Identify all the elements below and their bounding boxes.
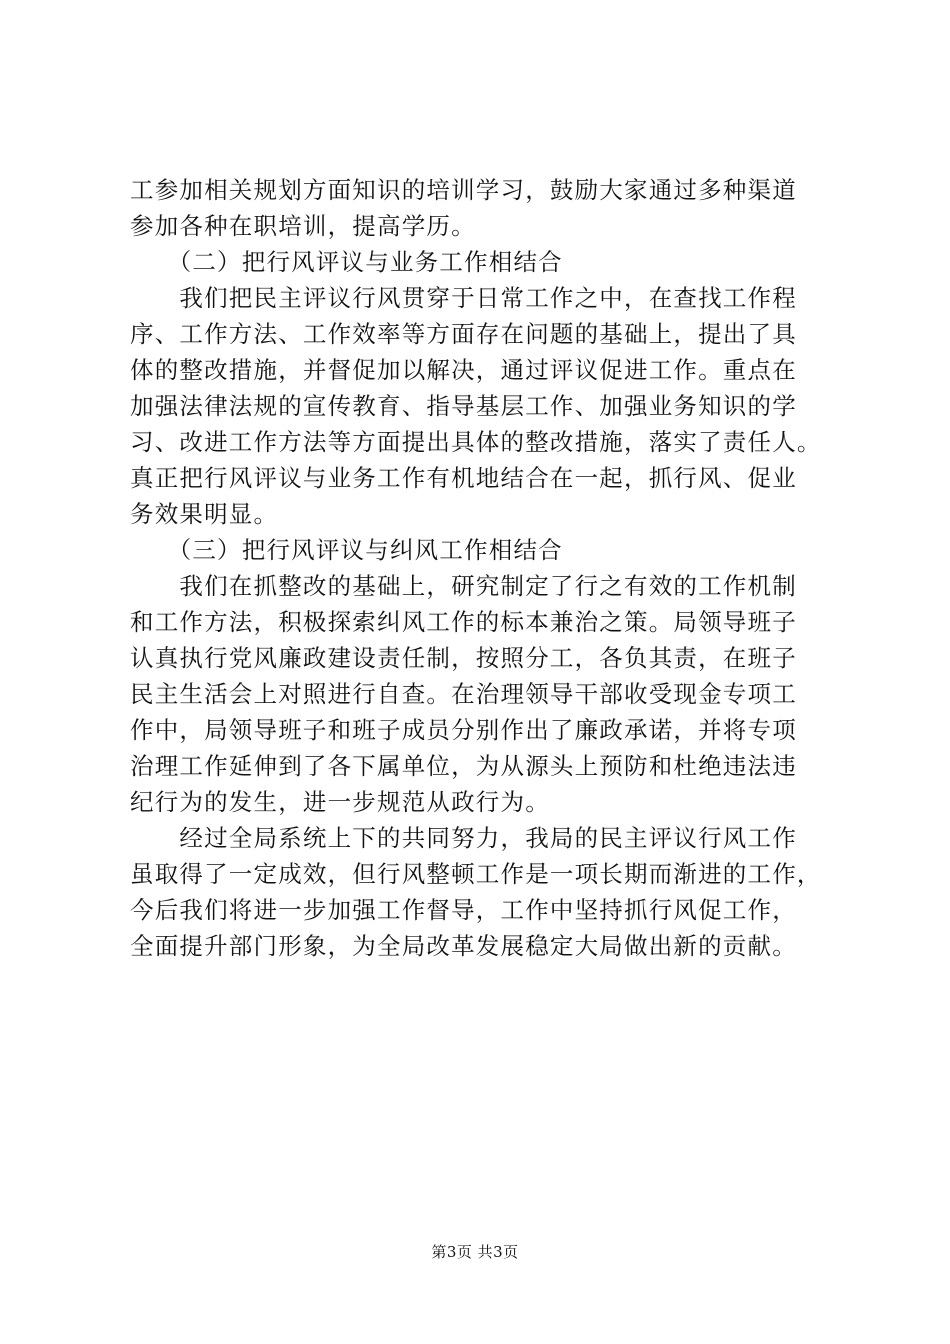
text-line: 真正把行风评议与业务工作有机地结合在一起，抓行风、促业	[130, 464, 797, 492]
text-line: 认真执行党风廉政建设责任制，按照分工，各负其责，在班子	[130, 644, 797, 672]
text-line: 和工作方法，积极探索纠风工作的标本兼治之策。局领导班子	[130, 608, 797, 636]
text-line: 工参加相关规划方面知识的培训学习，鼓励大家通过多种渠道	[130, 176, 797, 204]
text-line: 全面提升部门形象，为全局改革发展稳定大局做出新的贡献。	[130, 932, 797, 960]
text-line: 民主生活会上对照进行自查。在治理领导干部收受现金专项工	[130, 680, 797, 708]
page-number-footer: 第3页 共3页	[431, 1243, 519, 1261]
text-line: 参加各种在职培训，提高学历。	[130, 212, 476, 240]
document-body	[130, 172, 850, 964]
text-line: 我们在抓整改的基础上，研究制定了行之有效的工作机制	[130, 572, 797, 600]
section-heading-3: （三）把行风评议与纠风工作相结合	[130, 536, 563, 564]
text-line: 治理工作延伸到了各下属单位，为从源头上预防和杜绝违法违	[130, 752, 797, 780]
text-line: 经过全局系统上下的共同努力，我局的民主评议行风工作	[130, 824, 797, 852]
text-line: 序、工作方法、工作效率等方面存在问题的基础上，提出了具	[130, 320, 797, 348]
text-line: 我们把民主评议行风贯穿于日常工作之中，在查找工作程	[130, 284, 797, 312]
text-line: 体的整改措施，并督促加以解决，通过评议促进工作。重点在	[130, 356, 797, 384]
text-line: 纪行为的发生，进一步规范从政行为。	[130, 788, 550, 816]
text-line: 习、改进工作方法等方面提出具体的整改措施，落实了责任人。	[130, 428, 822, 456]
text-line: 加强法律法规的宣传教育、指导基层工作、加强业务知识的学	[130, 392, 797, 420]
text-line: 虽取得了一定成效，但行风整顿工作是一项长期而渐进的工作，	[130, 860, 822, 888]
text-line: 今后我们将进一步加强工作督导，工作中坚持抓行风促工作，	[130, 896, 797, 924]
text-line: 作中，局领导班子和班子成员分别作出了廉政承诺，并将专项	[130, 716, 797, 744]
section-heading-2: （二）把行风评议与业务工作相结合	[130, 248, 563, 276]
text-line: 务效果明显。	[130, 500, 279, 528]
